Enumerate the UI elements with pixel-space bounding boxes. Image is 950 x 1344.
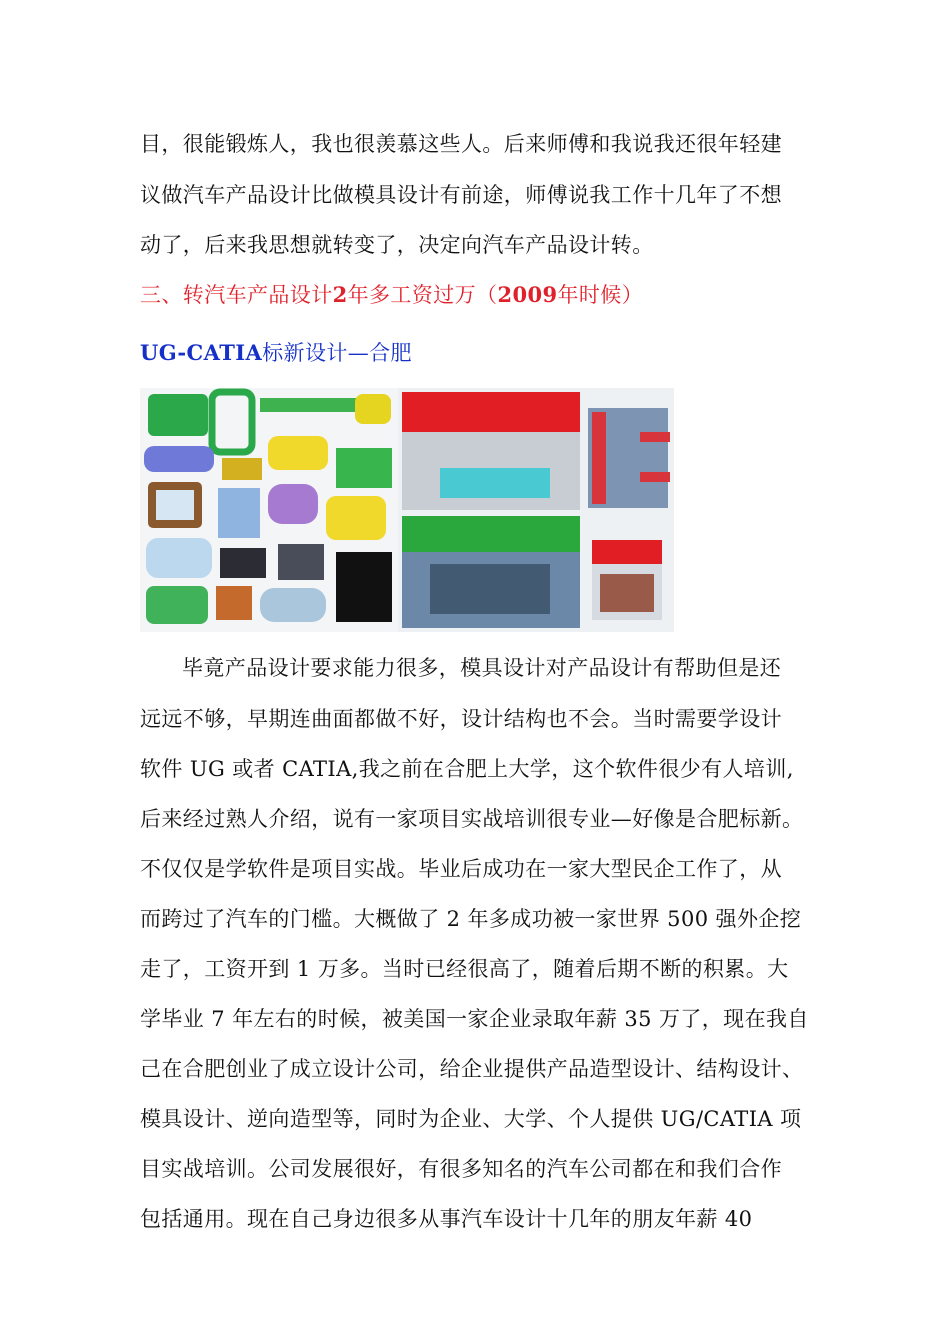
cad-collage-image bbox=[140, 388, 674, 632]
subheading-latin: UG-CATIA bbox=[140, 340, 263, 365]
paragraph2-line-5: 不仅仅是学软件是项目实战。毕业后成功在一家大型民企工作了，从 bbox=[140, 857, 782, 881]
section-heading-year: 2009 bbox=[497, 282, 558, 307]
paragraph2-line-8: 学毕业 7 年左右的时候，被美国一家企业录取年薪 35 万了，现在我自 bbox=[140, 1007, 809, 1031]
section-heading-number: 2 bbox=[332, 282, 348, 307]
paragraph2-line-6: 而跨过了汽车的门槛。大概做了 2 年多成功被一家世界 500 强外企挖 bbox=[140, 907, 802, 931]
subheading-rest: 标新设计—合肥 bbox=[262, 341, 412, 365]
paragraph2-line-1: 毕竟产品设计要求能力很多，模具设计对产品设计有帮助但是还 bbox=[182, 656, 782, 680]
paragraph1-line-1: 目，很能锻炼人，我也很羡慕这些人。后来师傅和我说我还很年轻建 bbox=[140, 132, 782, 156]
paragraph2-line-9: 己在合肥创业了成立设计公司，给企业提供产品造型设计、结构设计、 bbox=[140, 1057, 804, 1081]
paragraph2-line-2: 远远不够，早期连曲面都做不好，设计结构也不会。当时需要学设计 bbox=[140, 707, 782, 731]
subheading bbox=[140, 339, 412, 367]
section-heading-suffix: 年时候） bbox=[557, 283, 644, 307]
section-heading-mid: 年多工资过万（ bbox=[347, 283, 498, 307]
section-heading bbox=[140, 281, 643, 309]
paragraph2-line-3: 软件 UG 或者 CATIA,我之前在合肥上大学，这个软件很少有人培训, bbox=[140, 757, 794, 781]
paragraph2-line-10: 模具设计、逆向造型等，同时为企业、大学、个人提供 UG/CATIA 项 bbox=[140, 1107, 802, 1131]
paragraph1-line-3: 动了，后来我思想就转变了，决定向汽车产品设计转。 bbox=[140, 233, 654, 257]
section-heading-prefix: 三、转汽车产品设计 bbox=[140, 283, 333, 307]
paragraph2-line-11: 目实战培训。公司发展很好，有很多知名的汽车公司都在和我们合作 bbox=[140, 1157, 782, 1181]
paragraph2-line-12: 包括通用。现在自己身边很多从事汽车设计十几年的朋友年薪 40 bbox=[140, 1207, 753, 1231]
paragraph1-line-2: 议做汽车产品设计比做模具设计有前途，师傅说我工作十几年了不想 bbox=[140, 183, 782, 207]
paragraph2-line-4: 后来经过熟人介绍，说有一家项目实战培训很专业—好像是合肥标新。 bbox=[140, 807, 804, 831]
paragraph2-line-7: 走了，工资开到 1 万多。当时已经很高了，随着后期不断的积累。大 bbox=[140, 957, 789, 981]
